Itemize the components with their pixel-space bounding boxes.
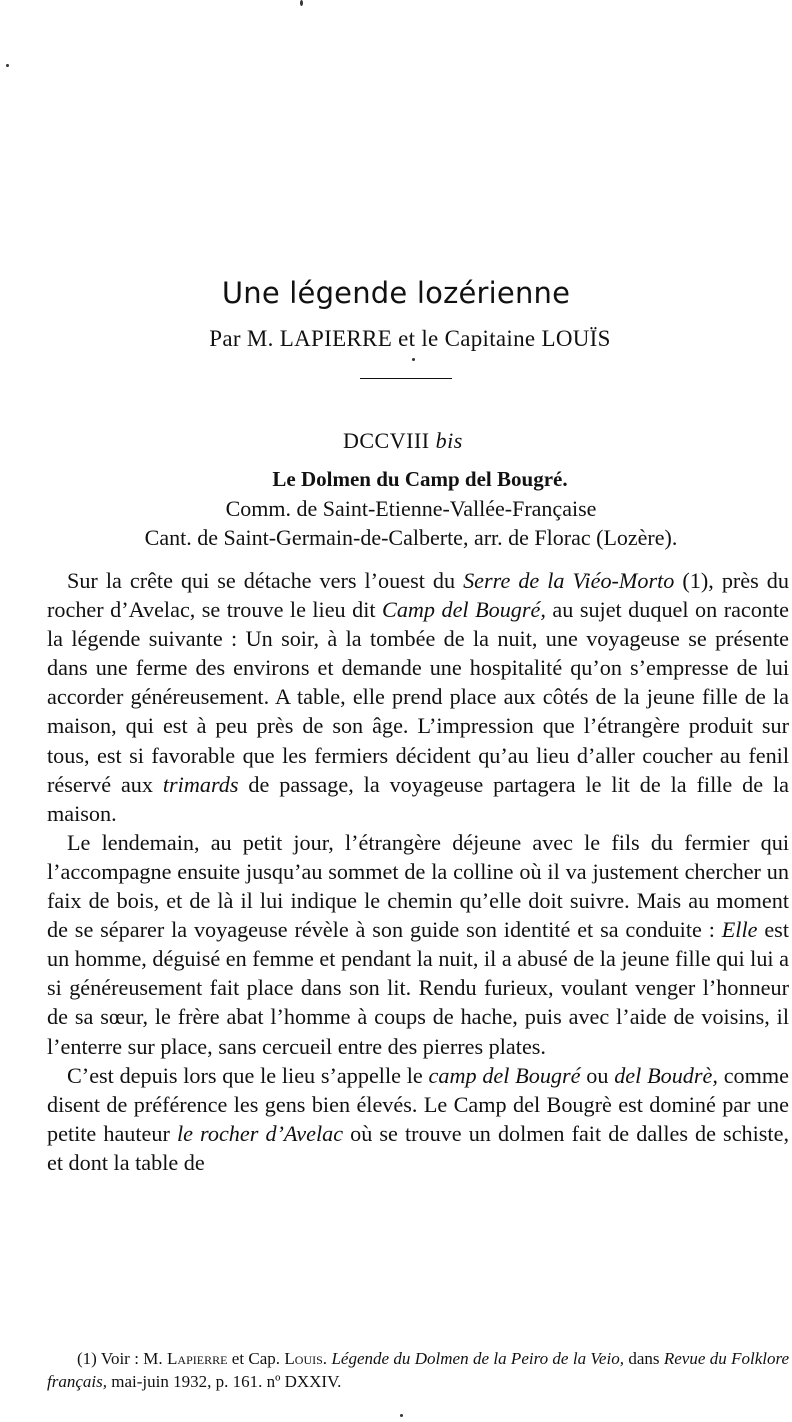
- article-title: Une légende lozérienne: [221, 276, 571, 310]
- place-name: camp del Bougré: [428, 1062, 581, 1088]
- author-name: Lapierre: [167, 1349, 228, 1368]
- page-speck: [6, 64, 9, 67]
- emphasis: Elle: [721, 917, 758, 943]
- paragraph-3: C’est depuis lors que le lieu s’appelle le camp del Bougré ou del Boudrè, comme disent de préférence les gens bien élevés. Le Camp del Bougrè est dominé par une petite hauteur le rocher d’Avelac où se trouve un dolmen fait de dalles de schiste, et dont la table de: [47, 1062, 789, 1175]
- page-speck: [412, 358, 415, 361]
- work-title: Légende du Dolmen de la Peiro de la Veio,: [331, 1349, 624, 1368]
- article-body: [47, 566, 789, 1177]
- journal-title: Revue du Folklore français,: [47, 1349, 789, 1391]
- entry-number-suffix: bis: [435, 428, 463, 453]
- author-name: Louis.: [284, 1349, 328, 1368]
- footnote: (1) Voir : M. Lapierre et Cap. Louis. Légende du Dolmen de la Peiro de la Veio, dans Revue du Folklore français, mai-juin 1932, p. 161. nº DXXIV.: [47, 1349, 789, 1391]
- article-authors: Par M. LAPIERRE et le Capitaine LOUÏS: [209, 326, 611, 351]
- page-speck: [300, 0, 303, 6]
- entry-canton: Cant. de Saint-Germain-de-Calberte, arr. de Florac (Lozère).: [144, 525, 678, 550]
- title-rule: [360, 378, 452, 379]
- paragraph-2: Le lendemain, au petit jour, l’étrangère déjeune avec le fils du fermier qui l’accompagne ensuite jusqu’au sommet de la colline où il va justement chercher un faix de bois, et de là il lui indique le chemin qu’elle doit suivre. Mais au moment de se séparer la voyageuse révèle à son guide son identité et sa conduite : Elle est un homme, déguisé en femme et pendant la nuit, il a abusé de la jeune fille qui lui a si généreusement fait place dans son lit. Rendu furieux, voulant venger l’honneur de sa sœur, le frère abat l’homme à coups de hache, puis avec l’aide de voisins, il l’enterre sur place, sans cercueil entre des pierres plates.: [47, 829, 789, 1059]
- entry-heading: Le Dolmen du Camp del Bougré.: [272, 467, 568, 491]
- paragraph-1: Sur la crête qui se détache vers l’ouest du Serre de la Viéo-Morto (1), près du rocher d’Avelac, se trouve le lieu dit Camp del Bougré, au sujet duquel on raconte la légende suivante : Un soir, à la tombée de la nuit, une voyageuse se présente dans une ferme des environs et demande une hospitalité qu’on s’empresse de lui accorder généreusement. A table, elle prend place aux côtés de la jeune fille de la maison, qui est à peu près de son âge. L’impression que l’étrangère produit sur tous, est si favorable que les fermiers décident qu’au lieu d’aller coucher au fenil réservé aux trimards de passage, la voyageuse partagera le lit de la fille de la maison.: [47, 568, 789, 826]
- entry-number: [343, 428, 463, 454]
- entry-number-roman: DCCVIII: [343, 428, 430, 453]
- place-name: le rocher d’Avelac: [176, 1120, 344, 1146]
- place-name: Serre de la Viéo-Morto: [463, 568, 675, 593]
- place-name: Camp del Bougré,: [382, 597, 546, 623]
- place-name: del Boudrè,: [614, 1062, 718, 1088]
- term: trimards: [162, 771, 239, 797]
- entry-commune: Comm. de Saint-Etienne-Vallée-Française: [225, 496, 597, 521]
- page-speck: [400, 1414, 403, 1417]
